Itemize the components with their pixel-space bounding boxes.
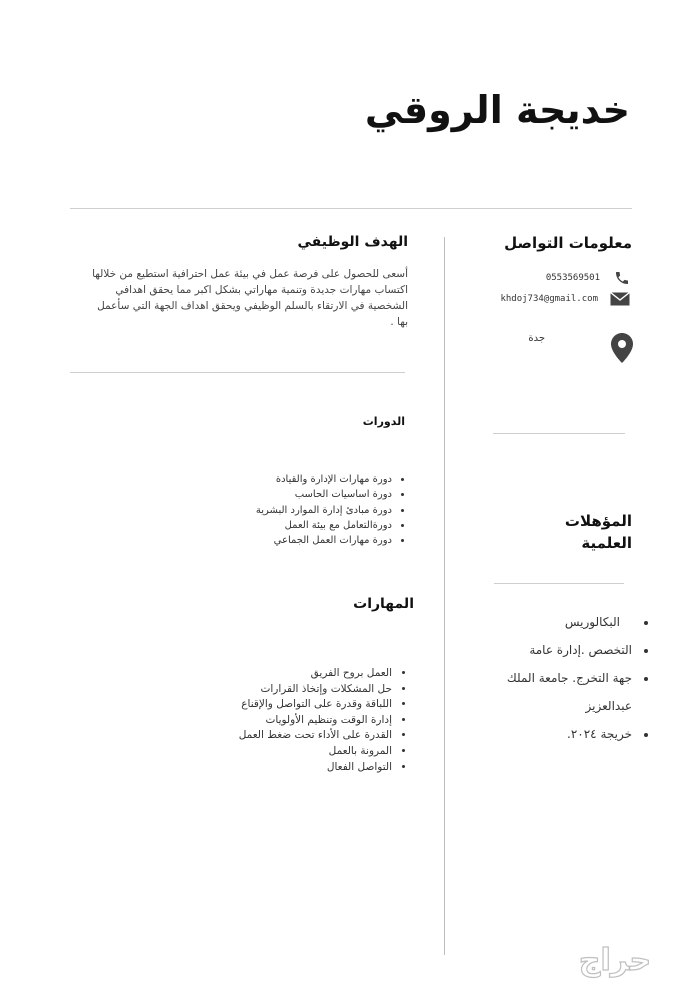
list-item: • دورة مهارات الإدارة والقيادة — [256, 472, 392, 487]
candidate-name: خديجة الروقي — [364, 88, 630, 132]
skills-list — [239, 666, 408, 775]
contact-divider — [493, 433, 625, 434]
list-item: عبدالعزيز — [585, 699, 632, 713]
list-item: • المرونة بالعمل — [239, 744, 392, 760]
list-item: • جهة التخرج. جامعة الملك — [507, 664, 634, 692]
watermark-text: حراج — [578, 943, 652, 978]
header-divider — [70, 208, 632, 209]
objective-text: أسعى للحصول على فرصة عمل في بيئة عمل احترافية استطيع من خلالها اكتساب مهارات جديدة وتنمية مهاراتي بشكل اكبر مما يحقق اهدافي الشخصية في الارتقاء بالسلم الوظيفي ويحقق اهداف الجهة التي سأعمل بها . — [92, 268, 408, 328]
objective-title: الهدف الوظيفي — [297, 234, 408, 250]
list-item: • البكالوريس — [507, 608, 634, 636]
list-item: • دورة اساسيات الحاسب — [256, 487, 392, 502]
email-row — [500, 292, 630, 306]
column-divider — [444, 237, 445, 955]
list-item: • اللباقة وقدرة على التواصل والإقناع — [239, 697, 392, 713]
email-address: khdoj734@gmail.com — [500, 294, 598, 304]
phone-row — [546, 269, 630, 287]
list-item: • دورةالتعامل مع بيئة العمل — [256, 518, 392, 533]
skills-title: المهارات — [353, 596, 414, 612]
qualifications-title-line1: المؤهلات — [564, 512, 632, 530]
envelope-icon — [610, 292, 630, 306]
courses-title: الدورات — [362, 415, 405, 428]
qualifications-divider — [494, 583, 624, 584]
phone-number: 0553569501 — [545, 273, 600, 283]
list-item: • العمل بروح الفريق — [239, 666, 392, 682]
objective-divider — [70, 372, 405, 373]
list-item: • التواصل الفعال — [239, 760, 392, 776]
list-item: • حل المشكلات وإتخاذ القرارات — [239, 682, 392, 698]
haraj-watermark-logo — [540, 940, 690, 980]
courses-list — [256, 472, 408, 548]
list-item: • التخصص .إدارة عامة — [507, 636, 634, 664]
list-item: • القدرة على الأداء تحت ضغط العمل — [239, 728, 392, 744]
location-pin-icon — [611, 333, 633, 363]
qualifications-list — [507, 608, 650, 748]
list-item: • دورة مبادئ إدارة الموارد البشرية — [256, 503, 392, 518]
list-item: • إدارة الوقت وتنظيم الأولويات — [239, 713, 392, 729]
qualifications-title-line2: العلمية — [581, 534, 632, 552]
qualifications-title — [565, 510, 632, 554]
list-item: • دورة مهارات العمل الجماعي — [256, 533, 392, 548]
contact-title: معلومات التواصل — [504, 234, 632, 252]
city: جدة — [528, 333, 545, 344]
phone-icon — [614, 269, 630, 287]
list-item: • خريجة ٢٠٢٤. — [507, 720, 634, 748]
